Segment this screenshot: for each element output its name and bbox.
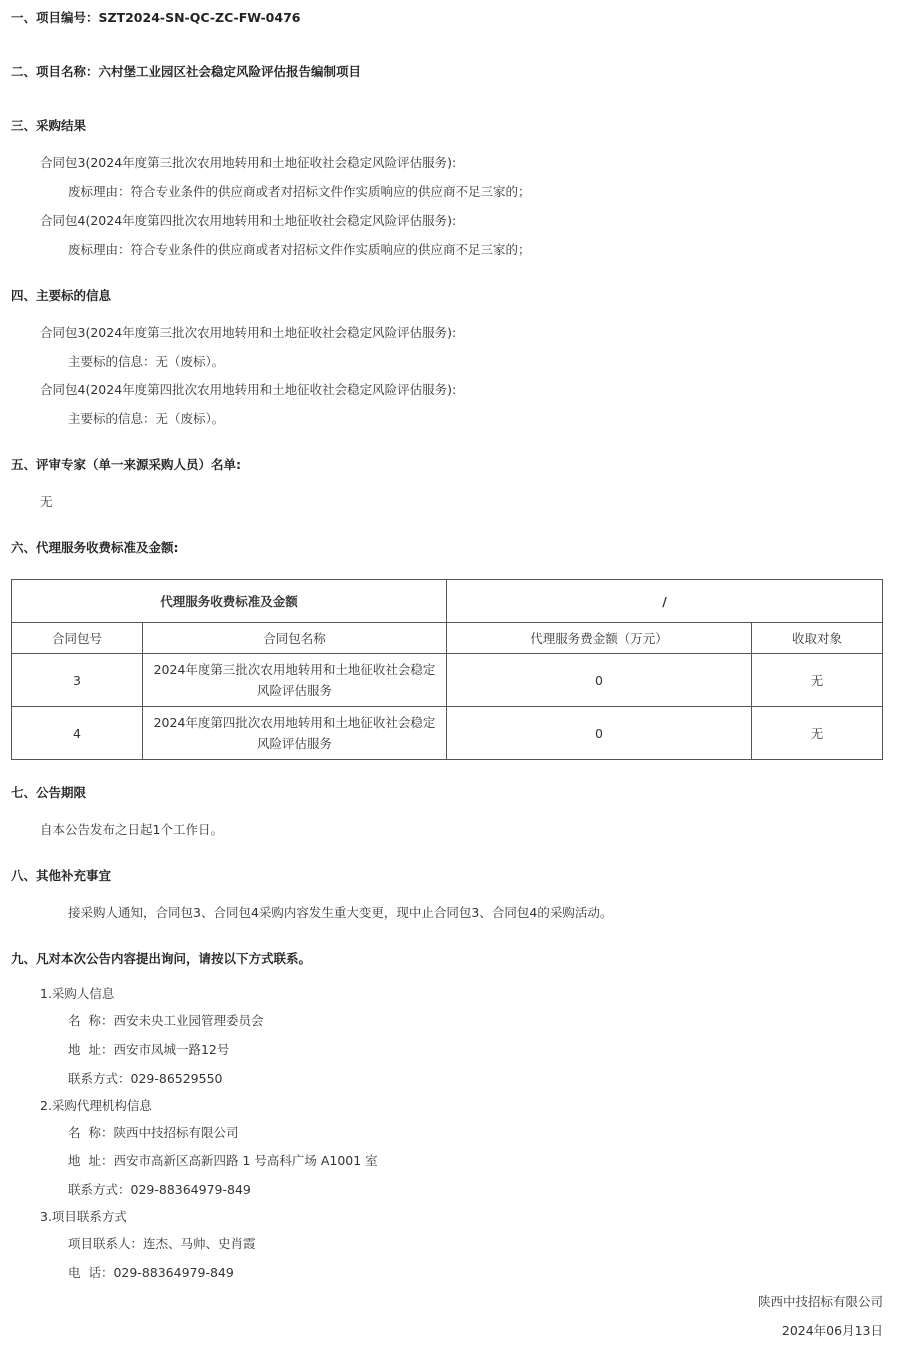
buyer-contact: 联系方式：029-86529550 xyxy=(68,1071,223,1086)
supplementary-value: 接采购人通知，合同包3、合同包4采购内容发生重大变更，现中止合同包3、合同包4的采购活动。 xyxy=(68,905,613,920)
project-name-value: 六村堡工业园区社会稳定风险评估报告编制项目 xyxy=(98,64,362,79)
cell-package-name: 2024年度第四批次农用地转用和土地征收社会稳定风险评估服务 xyxy=(143,707,447,760)
table-row xyxy=(12,654,883,707)
column-header-package-no: 合同包号 xyxy=(12,623,143,654)
target-package-4-info: 主要标的信息：无（废标）。 xyxy=(68,411,225,426)
section-title-experts: 五、评审专家（单一来源采购人员）名单: xyxy=(11,457,241,472)
result-package-3: 合同包3(2024年度第三批次农用地转用和土地征收社会稳定风险评估服务): xyxy=(40,155,457,170)
buyer-info-title: 1.采购人信息 xyxy=(40,986,115,1001)
table-row xyxy=(12,707,883,760)
section-title-main-target: 四、主要标的信息 xyxy=(11,288,112,303)
target-package-4: 合同包4(2024年度第四批次农用地转用和土地征收社会稳定风险评估服务): xyxy=(40,382,457,397)
buyer-address: 地 址：西安市凤城一路12号 xyxy=(68,1042,230,1057)
table-header-right: / xyxy=(447,580,883,623)
column-header-package-name: 合同包名称 xyxy=(143,623,447,654)
cell-package-name: 2024年度第三批次农用地转用和土地征收社会稳定风险评估服务 xyxy=(143,654,447,707)
project-name-label: 二、项目名称： xyxy=(11,64,99,79)
table-header-left: 代理服务收费标准及金额 xyxy=(12,580,447,623)
section-title-contact: 九、凡对本次公告内容提出询问，请按以下方式联系。 xyxy=(11,951,312,966)
target-package-3: 合同包3(2024年度第三批次农用地转用和土地征收社会稳定风险评估服务): xyxy=(40,325,457,340)
project-number xyxy=(11,10,300,26)
table-header-row xyxy=(12,580,883,623)
result-package-4: 合同包4(2024年度第四批次农用地转用和土地征收社会稳定风险评估服务): xyxy=(40,213,457,228)
agency-contact: 联系方式：029-88364979-849 xyxy=(68,1182,251,1197)
experts-value: 无 xyxy=(40,494,53,509)
result-package-4-reason: 废标理由：符合专业条件的供应商或者对招标文件作实质响应的供应商不足三家的； xyxy=(68,242,531,257)
agency-info-title: 2.采购代理机构信息 xyxy=(40,1098,152,1113)
footer-company: 陕西中技招标有限公司 xyxy=(757,1294,883,1309)
section-title-notice-period: 七、公告期限 xyxy=(11,785,87,800)
cell-payer: 无 xyxy=(752,707,883,760)
target-package-3-info: 主要标的信息：无（废标）。 xyxy=(68,354,225,369)
cell-package-no: 3 xyxy=(12,654,143,707)
agency-name: 名 称：陕西中技招标有限公司 xyxy=(68,1125,239,1140)
project-contact-title: 3.项目联系方式 xyxy=(40,1209,127,1224)
project-number-label: 一、项目编号： xyxy=(11,10,99,25)
buyer-name: 名 称：西安未央工业园管理委员会 xyxy=(68,1013,264,1028)
cell-fee: 0 xyxy=(447,654,752,707)
cell-payer: 无 xyxy=(752,654,883,707)
column-header-payer: 收取对象 xyxy=(752,623,883,654)
table-column-row xyxy=(12,623,883,654)
cell-package-no: 4 xyxy=(12,707,143,760)
agency-address: 地 址：西安市高新区高新四路 1 号高科广场 A1001 室 xyxy=(68,1153,378,1168)
project-number-value: SZT2024-SN-QC-ZC-FW-0476 xyxy=(98,10,301,25)
project-contact-phone: 电 话：029-88364979-849 xyxy=(68,1265,234,1280)
agency-fee-table xyxy=(11,579,883,760)
project-name xyxy=(11,64,361,80)
column-header-fee: 代理服务费金额（万元） xyxy=(447,623,752,654)
result-package-3-reason: 废标理由：符合专业条件的供应商或者对招标文件作实质响应的供应商不足三家的； xyxy=(68,184,531,199)
project-contact-people: 项目联系人：连杰、马帅、史肖霞 xyxy=(68,1236,256,1251)
cell-fee: 0 xyxy=(447,707,752,760)
section-title-procurement-result: 三、采购结果 xyxy=(11,118,87,133)
section-title-supplementary: 八、其他补充事宜 xyxy=(11,868,112,883)
notice-period-value: 自本公告发布之日起1个工作日。 xyxy=(40,822,223,837)
footer-date: 2024年06月13日 xyxy=(781,1323,883,1338)
section-title-agency-fee: 六、代理服务收费标准及金额: xyxy=(11,540,179,555)
